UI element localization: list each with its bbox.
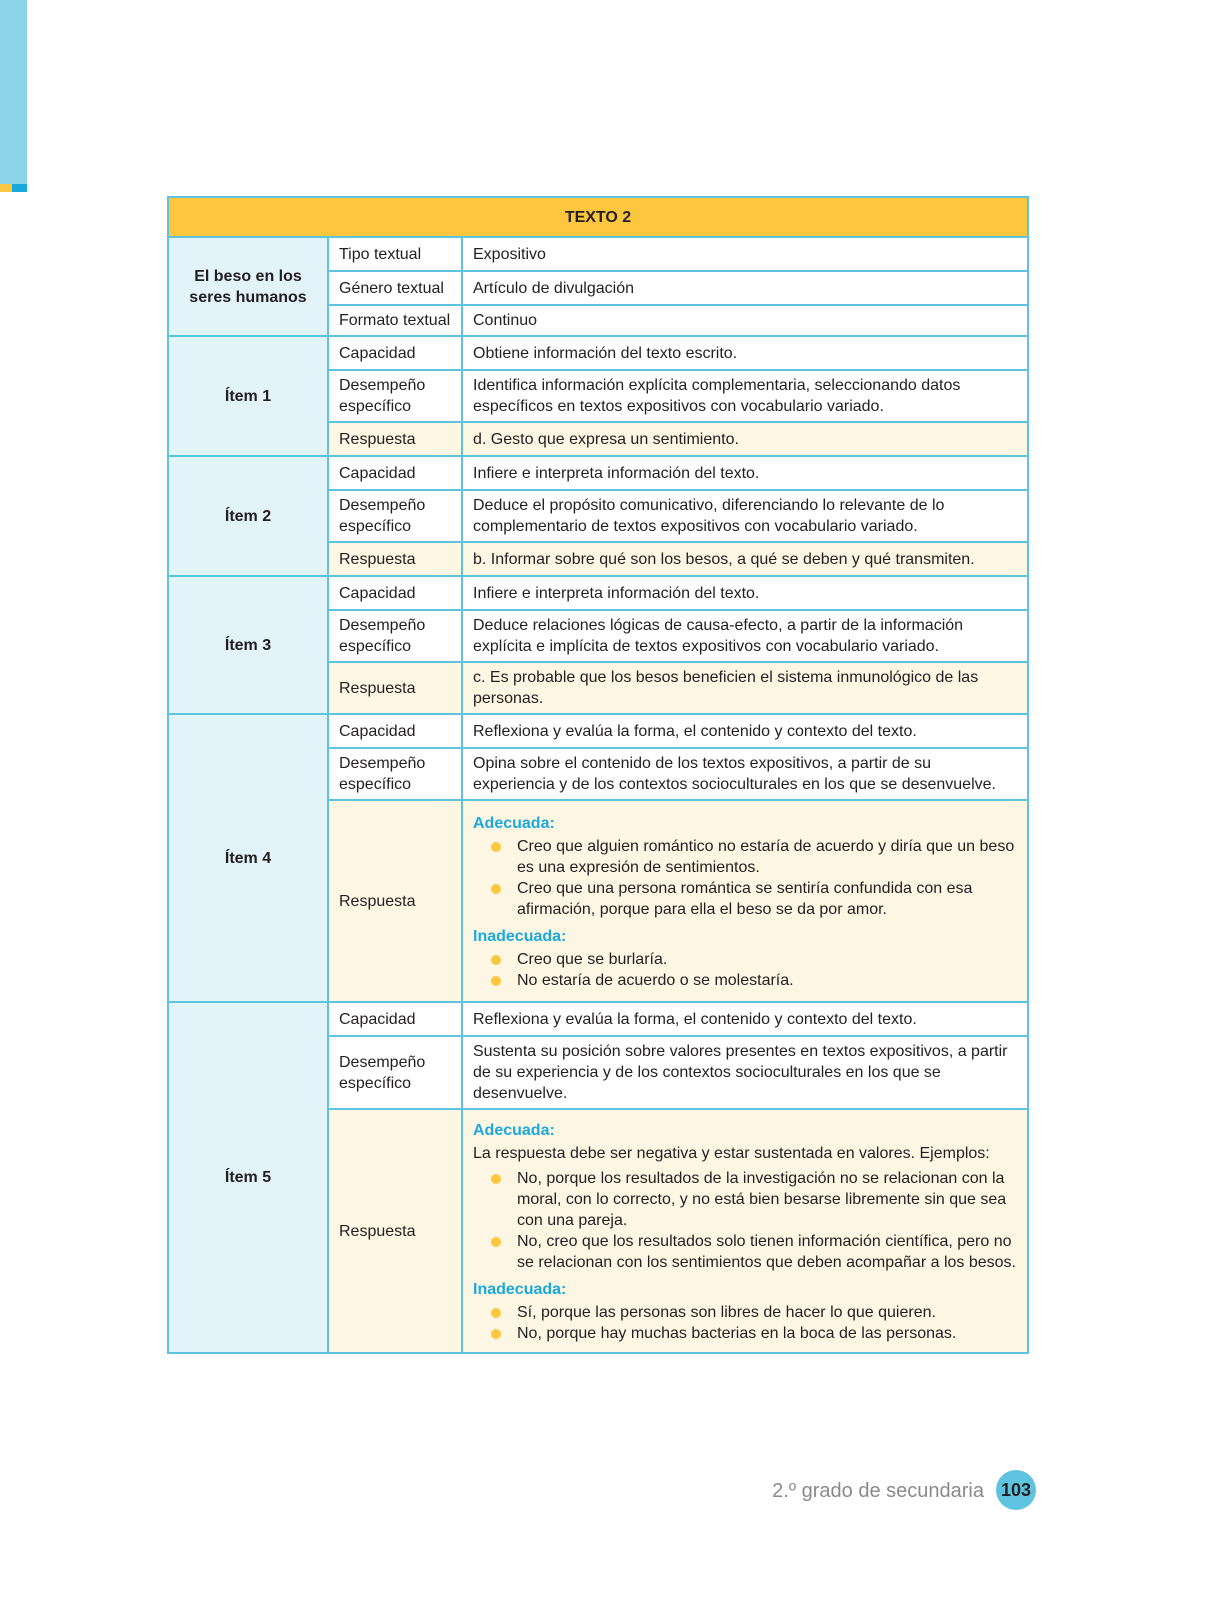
adecuada-label: Adecuada: — [473, 815, 555, 832]
respuesta-value: c. Es probable que los besos beneficien el sistema inmunológico de las personas. — [462, 662, 1028, 714]
desempeno-label: Desempeño específico — [328, 610, 462, 662]
respuesta-label: Respuesta — [328, 800, 462, 1002]
inadecuada-list — [473, 949, 1017, 991]
item-name: Ítem 1 — [168, 336, 328, 456]
capacidad-label: Capacidad — [328, 576, 462, 610]
desempeno-label: Desempeño específico — [328, 490, 462, 542]
item-name: Ítem 2 — [168, 456, 328, 576]
desempeno-label: Desempeño específico — [328, 1036, 462, 1109]
list-item: No, porque los resultados de la investigación no se relacionan con la moral, con lo correcto, y no está bien besarse libremente sin que sea con una pareja. — [517, 1168, 1017, 1231]
capacidad-value: Obtiene información del texto escrito. — [462, 336, 1028, 370]
capacidad-label: Capacidad — [328, 714, 462, 748]
desempeno-label: Desempeño específico — [328, 748, 462, 800]
respuesta-value: d. Gesto que expresa un sentimiento. — [462, 422, 1028, 456]
rubric-table — [167, 196, 1029, 1354]
inadecuada-label: Inadecuada: — [473, 928, 567, 945]
page-footer — [772, 1470, 1036, 1512]
respuesta-value: b. Informar sobre qué son los besos, a qué se deben y qué transmiten. — [462, 542, 1028, 576]
table-title: TEXTO 2 — [168, 197, 1028, 237]
grade-label: 2.º grado de secundaria — [772, 1480, 984, 1502]
capacidad-value: Reflexiona y evalúa la forma, el contenido y contexto del texto. — [462, 1002, 1028, 1036]
page-number-badge: 103 — [996, 1470, 1036, 1510]
list-item: Sí, porque las personas son libres de hacer lo que quieren. — [517, 1302, 1017, 1323]
inadecuada-list — [473, 1302, 1017, 1344]
desempeno-label: Desempeño específico — [328, 370, 462, 422]
row-value: Artículo de divulgación — [462, 271, 1028, 305]
list-item: No, porque hay muchas bacterias en la boca de las personas. — [517, 1323, 1017, 1344]
row-value: Continuo — [462, 305, 1028, 336]
respuesta-label: Respuesta — [328, 662, 462, 714]
capacidad-label: Capacidad — [328, 456, 462, 490]
desempeno-value: Deduce el propósito comunicativo, diferenciando lo relevante de lo complementario de textos expositivos con vocabulario variado. — [462, 490, 1028, 542]
list-item: No estaría de acuerdo o se molestaría. — [517, 970, 1017, 991]
inadecuada-label: Inadecuada: — [473, 1281, 567, 1298]
capacidad-label: Capacidad — [328, 1002, 462, 1036]
respuesta-value — [462, 1109, 1028, 1353]
adecuada-list — [473, 1168, 1017, 1273]
row-label: Género textual — [328, 271, 462, 305]
list-item: No, creo que los resultados solo tienen información científica, pero no se relacionan con los sentimientos que deben acompañar a los besos. — [517, 1233, 1016, 1271]
adecuada-list — [473, 836, 1017, 920]
list-item: Creo que alguien romántico no estaría de acuerdo y diría que un beso es una expresión de sentimientos. — [517, 836, 1017, 878]
respuesta-label: Respuesta — [328, 542, 462, 576]
text-name: El beso en los seres humanos — [168, 237, 328, 336]
list-item: Creo que una persona romántica se sentiría confundida con esa afirmación, porque para ella el beso se da por amor. — [517, 878, 1017, 920]
side-accent-yellow — [0, 184, 12, 192]
row-label: Tipo textual — [328, 237, 462, 271]
capacidad-label: Capacidad — [328, 336, 462, 370]
item-name: Ítem 5 — [168, 1002, 328, 1353]
item-name: Ítem 3 — [168, 576, 328, 714]
capacidad-value: Infiere e interpreta información del texto. — [462, 456, 1028, 490]
adecuada-label: Adecuada: — [473, 1122, 555, 1139]
respuesta-value — [462, 800, 1028, 1002]
row-label: Formato textual — [328, 305, 462, 336]
list-item: Creo que se burlaría. — [517, 949, 1017, 970]
desempeno-value: Identifica información explícita complementaria, seleccionando datos específicos en textos expositivos con vocabulario variado. — [462, 370, 1028, 422]
desempeno-value: Sustenta su posición sobre valores presentes en textos expositivos, a partir de su experiencia y de los contextos socioculturales en los que se desenvuelve. — [462, 1036, 1028, 1109]
capacidad-value: Infiere e interpreta información del texto. — [462, 576, 1028, 610]
capacidad-value: Reflexiona y evalúa la forma, el contenido y contexto del texto. — [462, 714, 1028, 748]
respuesta-label: Respuesta — [328, 422, 462, 456]
side-color-bar — [0, 0, 27, 184]
adecuada-intro: La respuesta debe ser negativa y estar sustentada en valores. Ejemplos: — [473, 1145, 990, 1162]
desempeno-value: Opina sobre el contenido de los textos expositivos, a partir de su experiencia y de los contextos socioculturales en los que se desenvuelve. — [462, 748, 1028, 800]
desempeno-value: Deduce relaciones lógicas de causa-efecto, a partir de la información explícita e implícita de textos expositivos con vocabulario variado. — [462, 610, 1028, 662]
item-name: Ítem 4 — [168, 714, 328, 1002]
row-value: Expositivo — [462, 237, 1028, 271]
respuesta-label: Respuesta — [328, 1109, 462, 1353]
side-accent-blue — [12, 184, 27, 192]
